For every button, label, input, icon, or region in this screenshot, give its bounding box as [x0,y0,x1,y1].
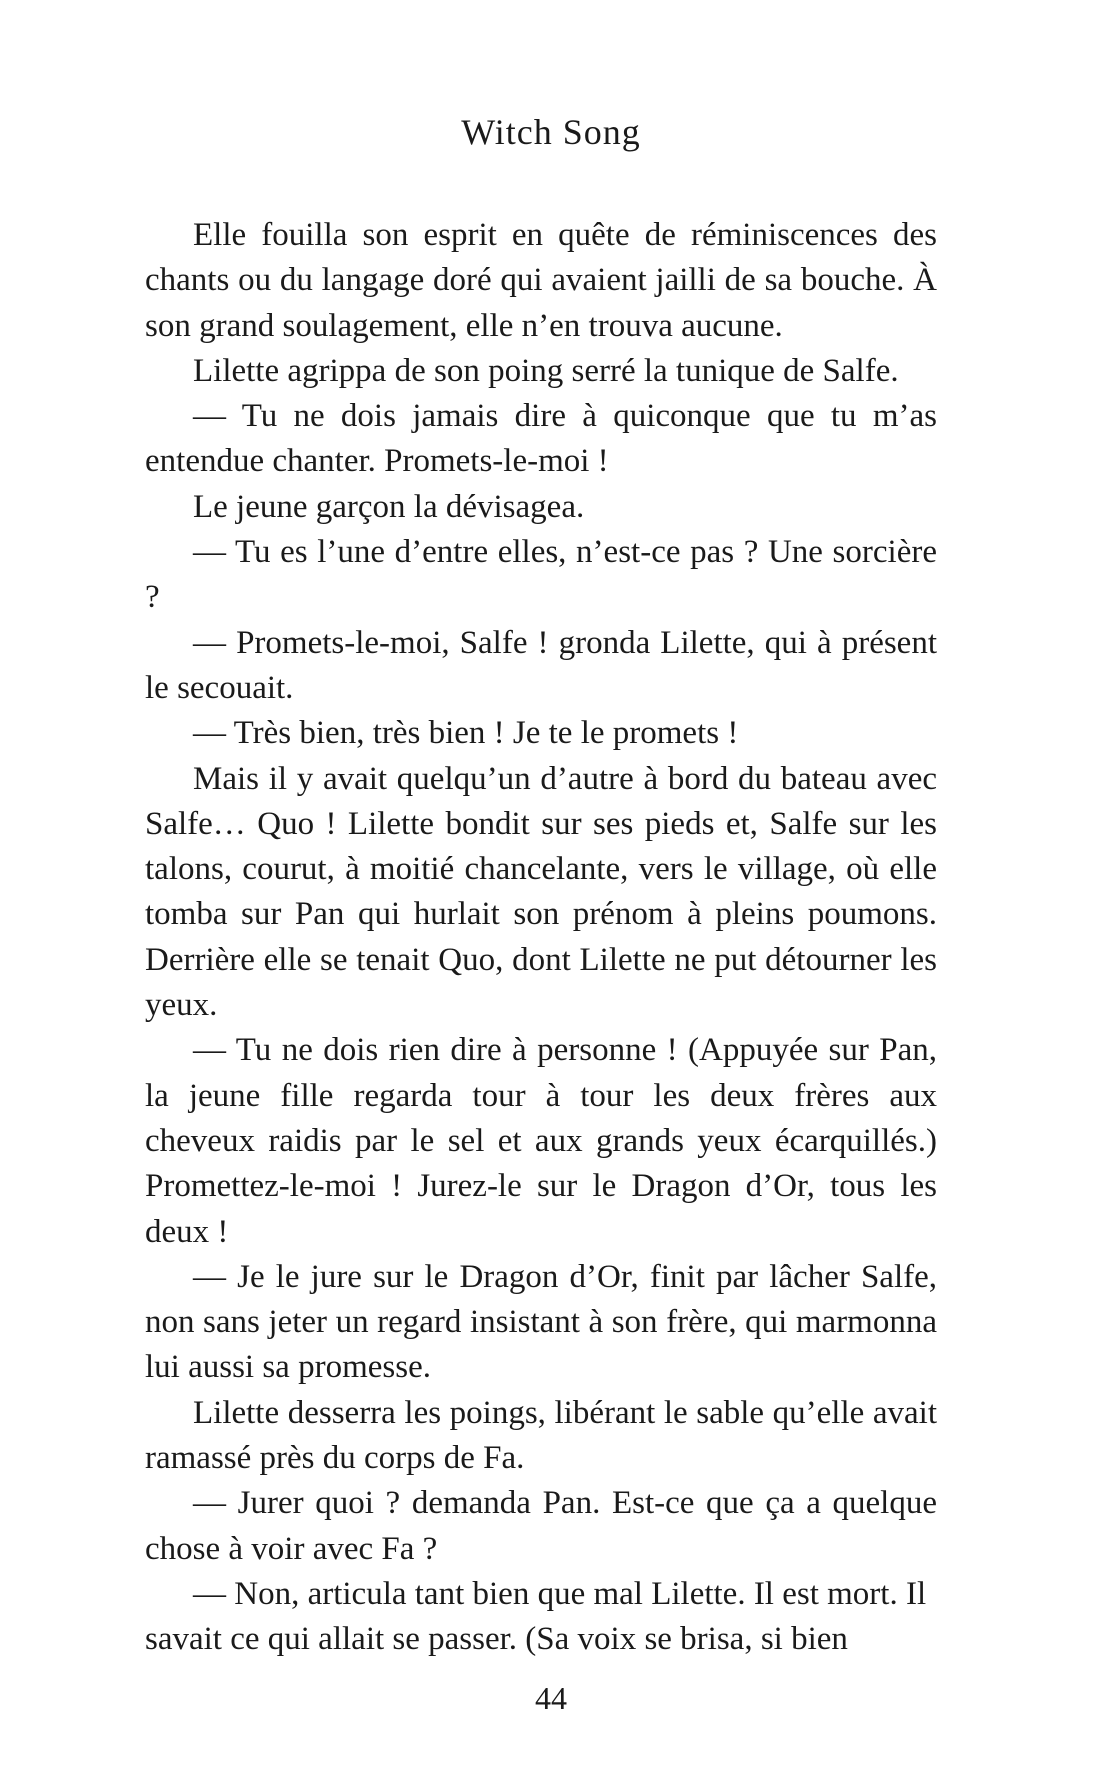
paragraph: Le jeune garçon la dévisagea. [193,488,585,525]
running-head-title: Witch Song [461,112,641,152]
paragraph: — Tu ne dois jamais dire à quiconque que tu m’as entendue chanter. Promets-le-moi ! [145,398,937,480]
paragraph: — Tu ne dois rien dire à personne ! (Appuyée sur Pan, la jeune fille regarda tour à tour les deux frères aux cheveux raidis par le sel et aux grands yeux écarquillés.) Promettez-le-moi ! Jurez-le sur le Dragon d’Or, tous les deux ! [145,1032,937,1250]
paragraph: — Jurer quoi ? demanda Pan. Est-ce que ça a quelque chose à voir avec Fa ? [145,1485,937,1567]
paragraph: Elle fouilla son esprit en quête de réminiscences des chants ou du langage doré qui avaient jailli de sa bouche. À son grand soulagement, elle n’en trouva aucune. [145,217,937,344]
paragraph: Mais il y avait quelqu’un d’autre à bord du bateau avec Salfe… Quo ! Lilette bondit sur ses pieds et, Salfe sur les talons, courut, à moitié chancelante, vers le village, où elle tomba sur Pan qui hurlait son prénom à pleins poumons. Derrière elle se tenait Quo, dont Lilette ne put détourner les yeux. [145,760,937,1024]
paragraph: — Tu es l’une d’entre elles, n’est-ce pas ? Une sorcière ? [145,534,937,616]
paragraph: — Promets-le-moi, Salfe ! gronda Lilette, qui à présent le secouait. [145,624,937,706]
paragraph: — Très bien, très bien ! Je te le promets ! [193,715,739,752]
paragraph-continued: — Non, articula tant bien que mal Lilette. Il est mort. Il savait ce qui allait se passer. (Sa voix se brisa, si bien [145,1575,927,1658]
body-text [145,213,937,1663]
paragraph: — Je le jure sur le Dragon d’Or, finit par lâcher Salfe, non sans jeter un regard insistant à son frère, qui marmonna lui aussi sa promesse. [145,1258,937,1386]
page-number: 44 [535,1680,567,1716]
paragraph: Lilette desserra les poings, libérant le sable qu’elle avait ramassé près du corps de Fa. [145,1394,937,1477]
paragraph: Lilette agrippa de son poing serré la tunique de Salfe. [193,352,899,389]
